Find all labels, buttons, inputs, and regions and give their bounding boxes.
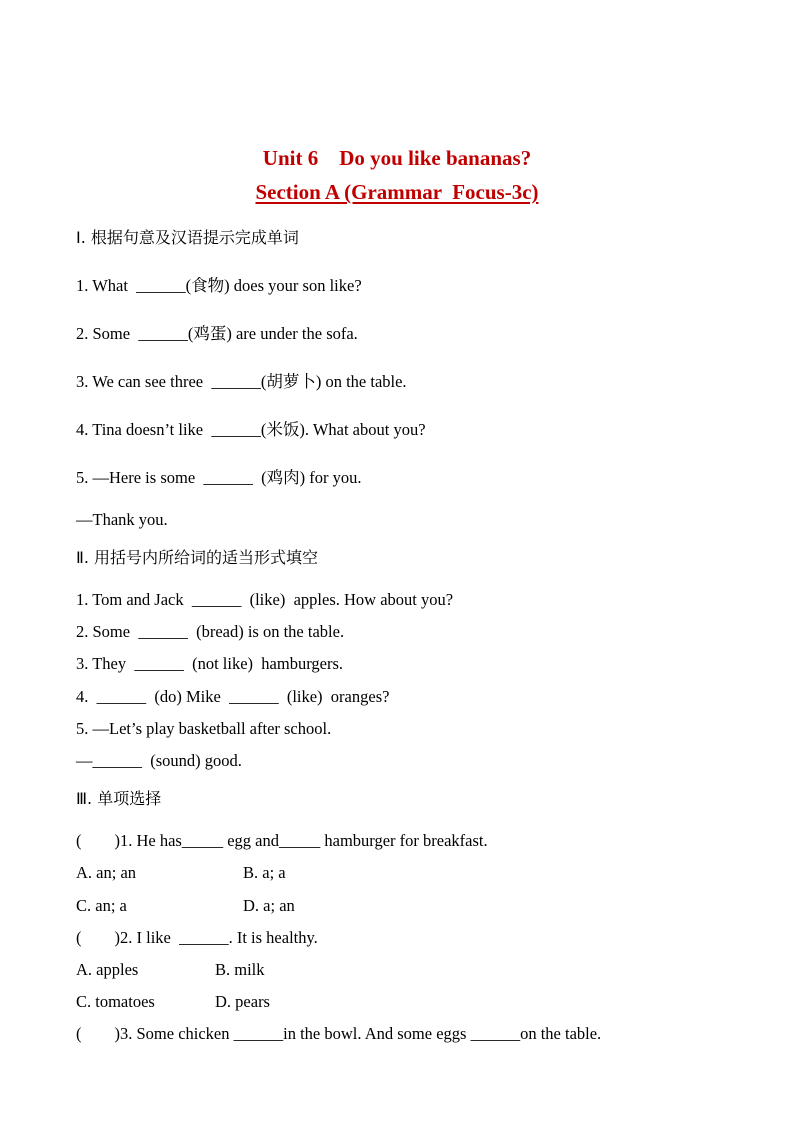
part2-item-3: 3. They ______ (not like) hamburgers.	[76, 654, 344, 673]
part1-heading: Ⅰ. 根据句意及汉语提示完成单词	[76, 228, 299, 247]
q2-option-b: B. milk	[215, 960, 265, 979]
q2-option-a: A. apples	[76, 960, 139, 979]
q1-option-b: B. a; a	[243, 863, 286, 882]
q2-option-c: C. tomatoes	[76, 992, 155, 1011]
part2-item-4: 4. ______ (do) Mike ______ (like) oranges?	[76, 687, 390, 706]
part2-item-5: 5. —Let’s play basketball after school.	[76, 719, 332, 738]
part1-item-5: 5. —Here is some ______ (鸡肉) for you.	[76, 468, 362, 487]
part3-question-1: ( )1. He has_____ egg and_____ hamburger for breakfast.	[76, 831, 488, 850]
part2-item-5-reply: —______ (sound) good.	[76, 751, 242, 770]
part3-question-3: ( )3. Some chicken ______in the bowl. And some eggs ______on the table.	[76, 1024, 602, 1043]
part1-item-3: 3. We can see three ______(胡萝卜) on the table.	[76, 372, 407, 391]
q2-option-d: D. pears	[215, 992, 270, 1011]
part1-item-1: 1. What ______(食物) does your son like?	[76, 276, 362, 295]
part3-question-2: ( )2. I like ______. It is healthy.	[76, 928, 318, 947]
part1-item-5-reply: —Thank you.	[76, 510, 168, 529]
part2-item-1: 1. Tom and Jack ______ (like) apples. How about you?	[76, 590, 454, 609]
part1-item-4: 4. Tina doesn’t like ______(米饭). What about you?	[76, 420, 426, 439]
q1-option-a: A. an; an	[76, 863, 137, 882]
part2-heading: Ⅱ. 用括号内所给词的适当形式填空	[76, 548, 319, 567]
q1-option-d: D. a; an	[243, 896, 295, 915]
part3-heading: Ⅲ. 单项选择	[76, 789, 162, 808]
section-title: Section A (Grammar Focus-3c)	[255, 180, 539, 204]
part1-item-2: 2. Some ______(鸡蛋) are under the sofa.	[76, 324, 358, 343]
unit-title: Unit 6 Do you like bananas?	[262, 146, 532, 170]
part2-item-2: 2. Some ______ (bread) is on the table.	[76, 622, 345, 641]
q1-option-c: C. an; a	[76, 896, 127, 915]
